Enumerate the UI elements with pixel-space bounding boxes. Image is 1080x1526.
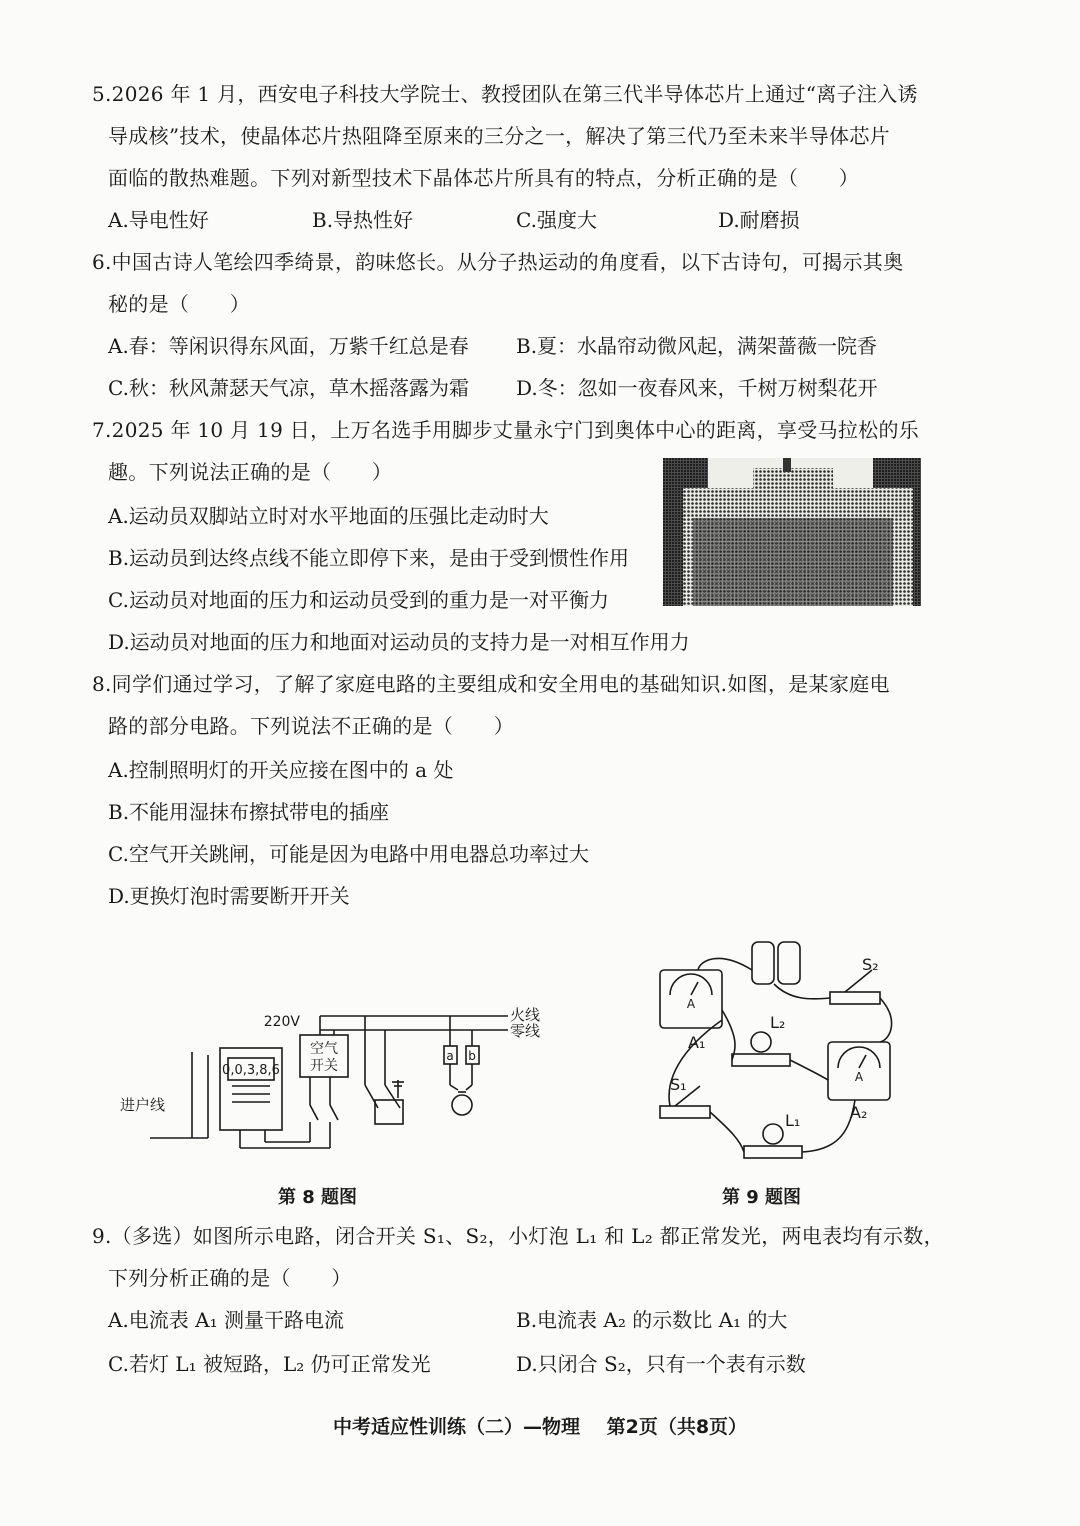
fig9-label-l1: L₁	[785, 1111, 801, 1130]
fig9-label-l2: L₂	[770, 1013, 786, 1032]
footer-page-number: 第2页（共8页）	[606, 1416, 748, 1438]
marathon-photo	[663, 458, 921, 606]
q5-line1: 5.2026 年 1 月，西安电子科技大学院士、教授团队在第三代半导体芯片上通过“离子注入诱	[92, 82, 918, 106]
fig8-breaker-label-2: 开关	[310, 1058, 338, 1074]
q6-line2: 秘的是（ ）	[108, 292, 251, 316]
fig8-caption: 第 8 题图	[278, 1187, 358, 1208]
q6-option-b: B.夏：水晶帘动微风起，满架蔷薇一院香	[516, 334, 878, 358]
q9-option-d: D.只闭合 S₂，只有一个表有示数	[516, 1352, 806, 1376]
q5-option-c: C.强度大	[516, 208, 597, 232]
q6-option-c: C.秋：秋风萧瑟天气凉，草木摇落露为霜	[108, 376, 469, 400]
q8-option-a: A.控制照明灯的开关应接在图中的 a 处	[108, 758, 454, 782]
footer-title: 中考适应性训练（二）—物理	[332, 1416, 580, 1438]
q7-line1: 7.2025 年 10 月 19 日，上万名选手用脚步丈量永宁门到奥体中心的距离，享受马拉松的乐	[92, 418, 920, 442]
figure-8-household-circuit	[120, 990, 560, 1170]
q5-option-a: A.导电性好	[108, 208, 209, 232]
q9-option-a: A.电流表 A₁ 测量干路电流	[108, 1308, 344, 1332]
q9-option-b: B.电流表 A₂ 的示数比 A₁ 的大	[516, 1308, 788, 1332]
q7-option-c: C.运动员对地面的压力和运动员受到的重力是一对平衡力	[108, 588, 609, 612]
q8-line1: 8.同学们通过学习，了解了家庭电路的主要组成和安全用电的基础知识.如图，是某家庭电	[92, 672, 890, 696]
q9-line1: 9.（多选）如图所示电路，闭合开关 S₁、S₂，小灯泡 L₁ 和 L₂ 都正常发光，两电表均有示数，	[92, 1224, 944, 1248]
q7-option-b: B.运动员到达终点线不能立即停下来，是由于受到惯性作用	[108, 546, 630, 570]
q6-option-a: A.春：等闲识得东风面，万紫千红总是春	[108, 334, 469, 358]
q5-line2: 导成核”技术，使晶体芯片热阻降至原来的三分之一，解决了第三代乃至未来半导体芯片	[108, 124, 890, 148]
fig8-voltage-label: 220V	[263, 1014, 300, 1030]
q8-option-b: B.不能用湿抹布擦拭带电的插座	[108, 800, 390, 824]
q6-line1: 6.中国古诗人笔绘四季绮景，韵味悠长。从分子热运动的角度看，以下古诗句，可揭示其奥	[92, 250, 904, 274]
q8-option-d: D.更换灯泡时需要断开开关	[108, 884, 350, 908]
q5-option-b: B.导热性好	[312, 208, 414, 232]
q7-option-a: A.运动员双脚站立时对水平地面的压强比走动时大	[108, 504, 549, 528]
q9-option-c: C.若灯 L₁ 被短路，L₂ 仍可正常发光	[108, 1352, 431, 1376]
page-footer	[0, 1412, 1080, 1439]
fig9-label-a1: A₁	[688, 1033, 706, 1052]
fig9-label-a2: A₂	[850, 1103, 868, 1122]
q6-option-d: D.冬：忽如一夜春风来，千树万树梨花开	[516, 376, 878, 400]
fig9-meter-letter-2: A	[854, 1070, 864, 1084]
fig9-label-s1: S₁	[670, 1075, 687, 1094]
fig8-point-b: b	[468, 1049, 476, 1063]
q9-line2: 下列分析正确的是（ ）	[108, 1266, 352, 1290]
q8-option-c: C.空气开关跳闸，可能是因为电路中用电器总功率过大	[108, 842, 589, 866]
figure-9-parallel-circuit	[640, 930, 930, 1170]
fig8-inlet-label: 进户线	[120, 1096, 166, 1114]
fig9-label-s2: S₂	[862, 955, 879, 974]
fig9-caption: 第 9 题图	[722, 1187, 802, 1208]
fig8-live-wire-label: 火线	[510, 1006, 541, 1024]
q7-line2: 趣。下列说法正确的是（ ）	[108, 460, 393, 484]
q7-option-d: D.运动员对地面的压力和地面对运动员的支持力是一对相互作用力	[108, 630, 690, 654]
fig8-neutral-wire-label: 零线	[510, 1022, 541, 1040]
fig8-point-a: a	[446, 1049, 454, 1063]
q5-line3: 面临的散热难题。下列对新型技术下晶体芯片所具有的特点，分析正确的是（ ）	[108, 166, 860, 190]
q5-option-d: D.耐磨损	[718, 208, 800, 232]
q8-line2: 路的部分电路。下列说法不正确的是（ ）	[108, 714, 514, 738]
fig9-meter-letter-1: A	[686, 997, 696, 1011]
fig8-breaker-label-1: 空气	[310, 1041, 338, 1057]
fig8-meter-reading: 0,0,3,8,6	[222, 1063, 280, 1078]
